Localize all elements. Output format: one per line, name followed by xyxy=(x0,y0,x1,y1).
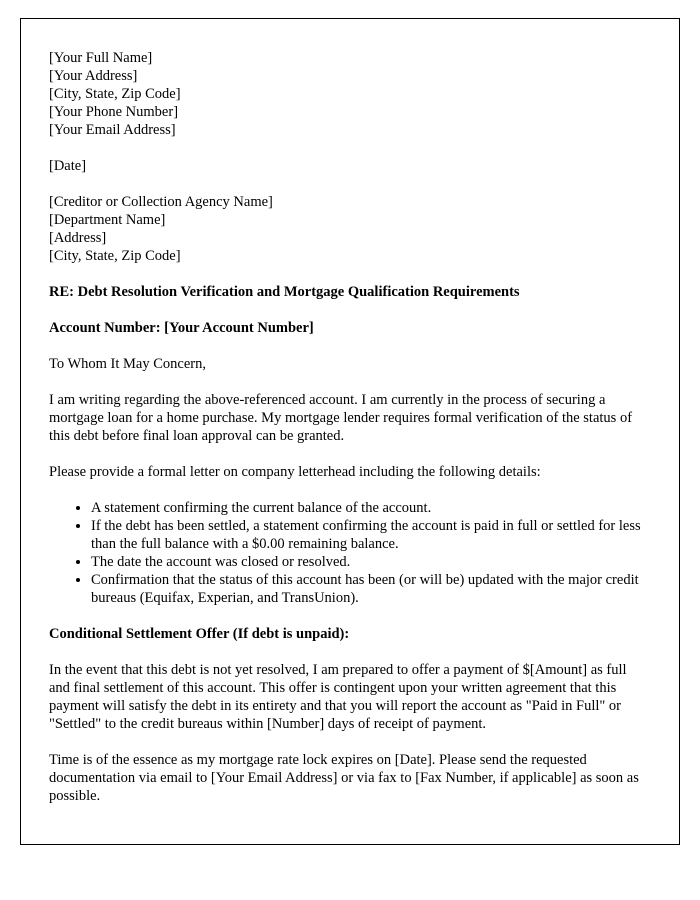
date-block xyxy=(49,157,651,175)
recipient-address-block xyxy=(49,193,651,265)
sender-address-block xyxy=(49,49,651,139)
requested-details-list xyxy=(49,499,651,607)
paragraph-urgency: Time is of the essence as my mortgage rate lock expires on [Date]. Please send the requested documentation via email to [Your Email Address] or via fax to [Fax Number, if applicable] as soon as possible. xyxy=(49,752,639,804)
recipient-address: [Address] xyxy=(49,230,107,246)
letter-border-frame xyxy=(20,18,680,845)
sender-email: [Your Email Address] xyxy=(49,122,176,138)
list-item: • Confirmation that the status of this account has been (or will be) updated with the major credit bureaus (Equifax, Experian, and TransUnion). xyxy=(91,571,651,607)
account-number-line: Account Number: [Your Account Number] xyxy=(49,320,314,336)
date-line: [Date] xyxy=(49,158,87,174)
recipient-city-state-zip: [City, State, Zip Code] xyxy=(49,248,181,264)
subject-line: RE: Debt Resolution Verification and Mortgage Qualification Requirements xyxy=(49,284,520,300)
sender-city-state-zip: [City, State, Zip Code] xyxy=(49,86,181,102)
paragraph-intro: I am writing regarding the above-referenced account. I am currently in the process of securing a mortgage loan for a home purchase. My mortgage lender requires formal verification of the status of this debt before final loan approval can be granted. xyxy=(49,392,633,444)
recipient-name: [Creditor or Collection Agency Name] xyxy=(49,194,273,210)
paragraph-request: Please provide a formal letter on company letterhead including the following details: xyxy=(49,464,541,480)
settlement-offer-heading: Conditional Settlement Offer (If debt is unpaid): xyxy=(49,626,350,642)
paragraph-settlement: In the event that this debt is not yet resolved, I am prepared to offer a payment of $[Amount] as full and final settlement of this account. This offer is contingent upon your written agreement that this payment will satisfy the debt in its entirety and that you will report the account as "Paid in Full" or "Settled" to the credit bureaus within [Number] days of receipt of payment. xyxy=(49,662,627,732)
list-item: • If the debt has been settled, a statement confirming the account is paid in full or settled for less than the full balance with a $0.00 remaining balance. xyxy=(91,517,651,553)
letter-body xyxy=(49,49,651,805)
list-item: • A statement confirming the current balance of the account. xyxy=(91,499,651,517)
salutation: To Whom It May Concern, xyxy=(49,356,206,372)
list-item: • The date the account was closed or resolved. xyxy=(91,553,651,571)
recipient-department: [Department Name] xyxy=(49,212,166,228)
sender-phone: [Your Phone Number] xyxy=(49,104,179,120)
sender-address: [Your Address] xyxy=(49,68,138,84)
sender-name: [Your Full Name] xyxy=(49,50,153,66)
